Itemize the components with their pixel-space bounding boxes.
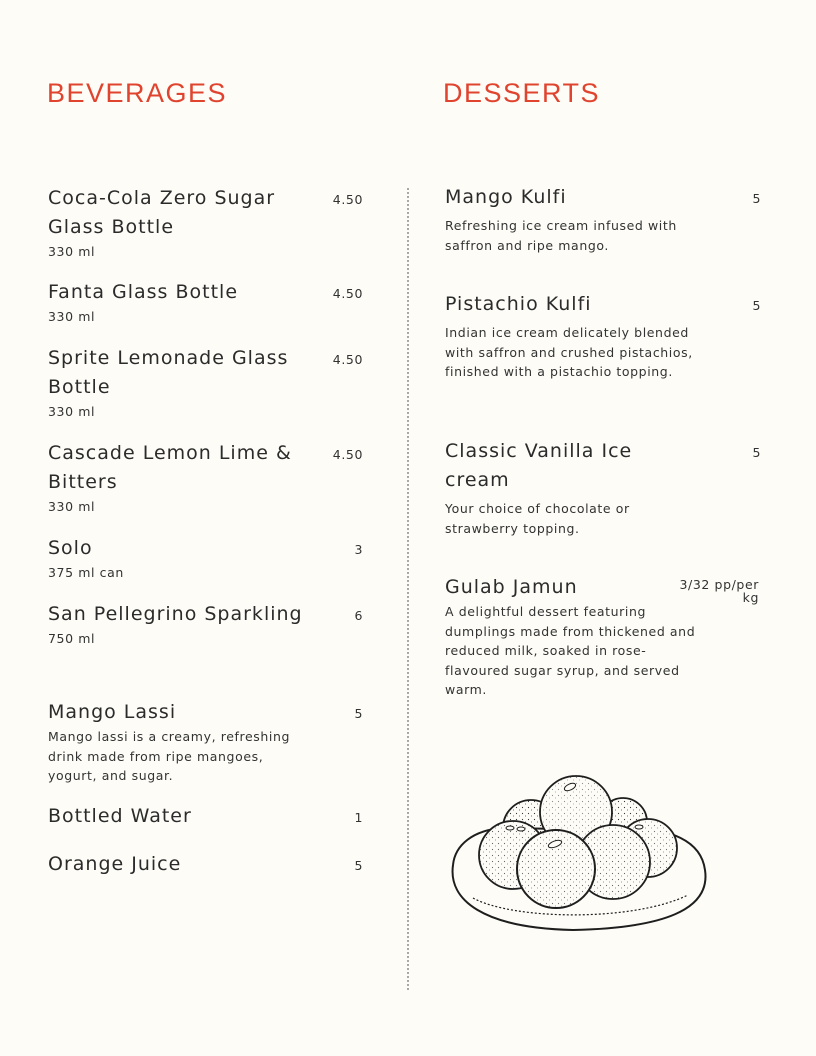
item-detail: 330 ml: [48, 404, 96, 419]
item-detail: 330 ml: [48, 499, 96, 514]
item-name: Sprite Lemonade Glass Bottle: [48, 347, 289, 398]
item-name: Mango Lassi: [48, 701, 177, 723]
menu-item-fanta: [48, 278, 363, 327]
menu-item-sprite: [48, 344, 363, 422]
item-name: Classic Vanilla Ice cream: [445, 440, 633, 491]
item-price: 1: [354, 810, 363, 825]
item-detail: 330 ml: [48, 244, 96, 259]
item-name: Mango Kulfi: [445, 186, 567, 208]
item-price: 5: [752, 445, 761, 460]
item-name: Orange Juice: [48, 853, 182, 875]
item-price: 4.50: [332, 352, 363, 367]
item-price: 5: [752, 298, 761, 313]
item-price: 3: [354, 542, 363, 557]
menu-item-orange-juice: [48, 850, 363, 879]
menu-item-san-pellegrino: [48, 600, 363, 649]
item-price: 4.50: [332, 447, 363, 462]
item-name: Pistachio Kulfi: [445, 293, 592, 315]
item-detail: 750 ml: [48, 631, 96, 646]
item-name: San Pellegrino Sparkling: [48, 603, 303, 625]
menu-item-mango-kulfi: [445, 183, 761, 255]
desserts-heading: DESSERTS: [443, 78, 601, 108]
item-price: 3/32 pp/per kg: [679, 577, 759, 605]
item-price: 5: [354, 858, 363, 873]
item-price: 5: [354, 706, 363, 721]
item-description: A delightful dessert featuring dumplings made from thickened and reduced milk, soaked in rose-flavoured sugar syrup, and served warm.: [445, 604, 696, 697]
item-name: Bottled Water: [48, 805, 192, 827]
menu-item-gulab-jamun: [445, 573, 759, 700]
menu-item-pistachio-kulfi: [445, 290, 761, 382]
item-detail: 375 ml can: [48, 565, 124, 580]
item-description: Your choice of chocolate or strawberry topping.: [445, 501, 630, 536]
beverages-heading: BEVERAGES: [47, 78, 228, 108]
menu-item-coca-cola-zero: [48, 184, 363, 262]
menu-item-solo: [48, 534, 363, 583]
item-price: 4.50: [332, 286, 363, 301]
item-price: 6: [354, 608, 363, 623]
item-name: Coca-Cola Zero Sugar Glass Bottle: [48, 187, 276, 238]
item-price: 4.50: [332, 192, 363, 207]
menu-item-mango-lassi: [48, 698, 363, 786]
item-price: 5: [752, 191, 761, 206]
item-name: Cascade Lemon Lime & Bitters: [48, 442, 292, 493]
menu-item-bottled-water: [48, 802, 363, 831]
menu-item-vanilla-ice-cream: [445, 437, 761, 538]
item-description: Refreshing ice cream infused with saffron and ripe mango.: [445, 218, 677, 253]
item-detail: 330 ml: [48, 309, 96, 324]
item-name: Solo: [48, 537, 93, 559]
gulab-jamun-illustration: [443, 770, 711, 936]
item-name: Fanta Glass Bottle: [48, 281, 239, 303]
menu-item-cascade: [48, 439, 363, 517]
item-name: Gulab Jamun: [445, 576, 578, 598]
item-description: Indian ice cream delicately blended with saffron and crushed pistachios, finished with a pistachio topping.: [445, 325, 693, 379]
column-divider: [407, 188, 409, 990]
item-detail: Mango lassi is a creamy, refreshing drink made from ripe mangoes, yogurt, and sugar.: [48, 729, 291, 783]
